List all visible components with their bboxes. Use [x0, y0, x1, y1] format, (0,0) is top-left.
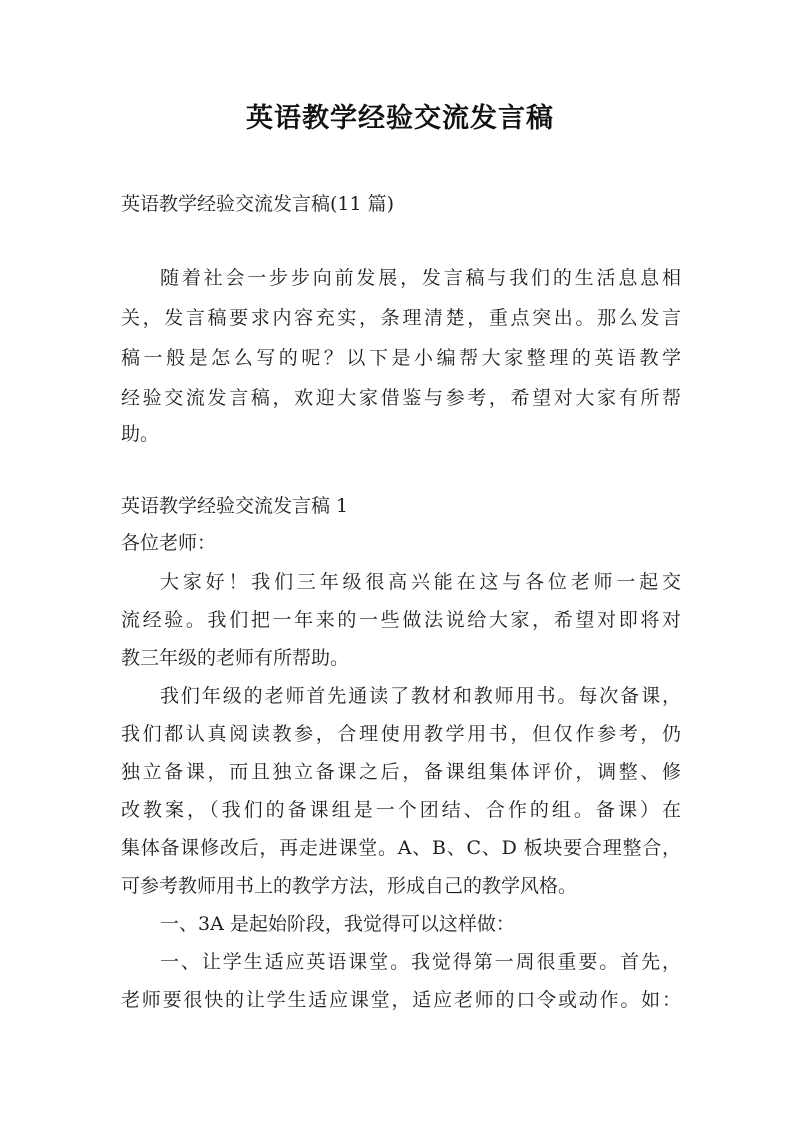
body-line: 老师要很快的让学生适应课堂，适应老师的口令或动作。如： [121, 989, 681, 1011]
body-line: 教三年级的老师有所帮助。 [121, 647, 350, 669]
body-line: 我们年级的老师首先通读了教材和教师用书。每次备课， [160, 685, 681, 707]
document-subtitle: 英语教学经验交流发言稿(11 篇) [121, 193, 395, 215]
body-line: 一、让学生适应英语课堂。我觉得第一周很重要。首先， [160, 951, 681, 973]
document-title: 英语教学经验交流发言稿 [246, 103, 554, 134]
body-line: 一、3A 是起始阶段，我觉得可以这样做： [160, 913, 515, 935]
body-line: 大家好！我们三年级很高兴能在这与各位老师一起交 [160, 571, 681, 593]
body-line: 独立备课，而且独立备课之后，备课组集体评价，调整、修 [121, 761, 681, 783]
intro-line: 稿一般是怎么写的呢？以下是小编帮大家整理的英语教学 [121, 347, 681, 369]
body-line: 改教案，（我们的备课组是一个团结、合作的组。备课）在 [121, 799, 681, 821]
salutation: 各位老师： [121, 532, 217, 554]
intro-line: 经验交流发言稿，欢迎大家借鉴与参考，希望对大家有所帮 [121, 387, 681, 409]
body-line: 流经验。我们把一年来的一些做法说给大家，希望对即将对 [121, 609, 681, 631]
section-heading: 英语教学经验交流发言稿 1 [121, 495, 349, 517]
intro-line: 随着社会一步步向前发展，发言稿与我们的生活息息相 [160, 267, 681, 289]
intro-line: 助。 [121, 423, 160, 445]
body-line: 集体备课修改后，再走进课堂。A、B、C、D 板块要合理整合， [121, 837, 681, 859]
body-line: 我们都认真阅读教参，合理使用教学用书，但仅作参考，仍 [121, 723, 681, 745]
intro-line: 关，发言稿要求内容充实，条理清楚，重点突出。那么发言 [121, 307, 681, 329]
body-line: 可参考教师用书上的教学方法，形成自己的教学风格。 [121, 875, 578, 897]
